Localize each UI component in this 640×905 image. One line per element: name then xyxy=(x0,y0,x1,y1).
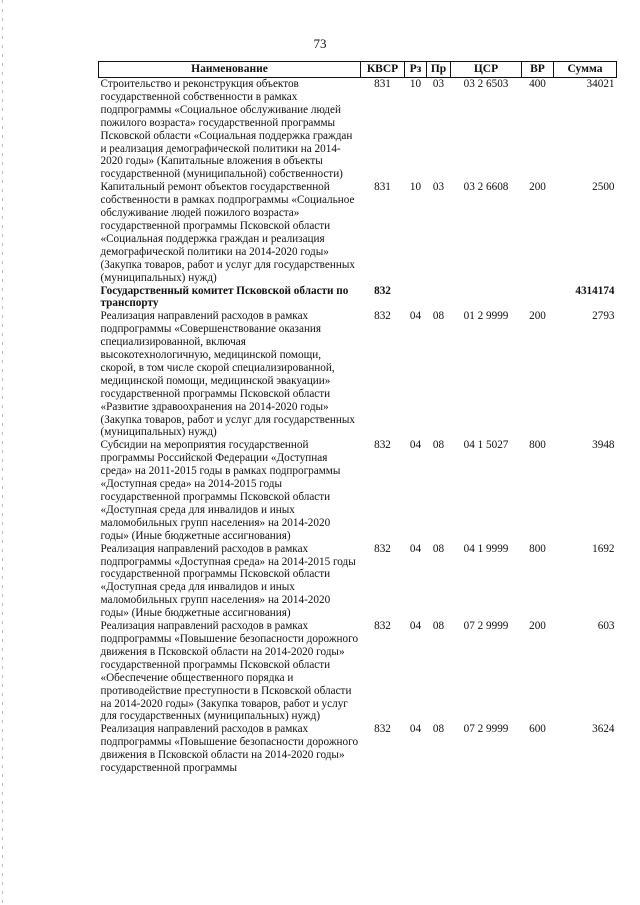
row-sum: 34021 xyxy=(586,78,615,90)
table-row xyxy=(99,543,617,620)
row-pr: 08 xyxy=(432,620,445,633)
row-name: Реализация направлений расходов в рамках подпрограммы «Доступная среда» на 2014-2015 годы государственной программы Псковской области «Доступная среда для инвалидов и иных маломобильных групп населения» на 2014-2020 годы» (Иные бюджетные ассигнования) xyxy=(100,542,356,620)
table-row xyxy=(99,181,617,284)
header-vr: ВР xyxy=(522,62,554,78)
row-kvsr: 831 xyxy=(374,78,391,90)
table-row xyxy=(99,439,617,542)
row-sum: 4314174 xyxy=(575,284,615,297)
header-rz: Рз xyxy=(405,62,427,78)
page-number: 73 xyxy=(313,36,327,51)
row-pr: 08 xyxy=(432,723,445,736)
row-vr xyxy=(522,285,554,311)
row-name: Реализация направлений расходов в рамках подпрограммы «Повышение безопасности дорожного движения в Псковской области на 2014-2020 годы» государственной программы xyxy=(100,723,359,775)
row-pr: 03 xyxy=(432,78,445,90)
row-sum: 2500 xyxy=(592,181,615,194)
row-vr: 400 xyxy=(529,78,546,90)
row-kvsr: 832 xyxy=(374,439,391,452)
header-pr: Пр xyxy=(427,62,451,78)
row-vr: 200 xyxy=(529,181,546,194)
row-csr: 04 1 9999 xyxy=(463,542,509,555)
table-row xyxy=(99,723,617,775)
table-row xyxy=(99,78,617,182)
row-kvsr: 831 xyxy=(374,181,391,194)
row-sum: 1692 xyxy=(592,542,615,555)
row-rz xyxy=(405,285,427,311)
row-name: Строительство и реконструкция объектов государственной собственности в рамках подпрограммы «Социальное обслуживание людей пожилого возраста» государственной программы Псковской области «Социальная поддержка граждан и реализация демографической политики на 2014-2020 годы» (Капитальные вложения в объекты государственной (муниципальной) собственности) xyxy=(100,78,353,181)
row-name: Реализация направлений расходов в рамках подпрограммы «Совершенствование оказания специализированной, включая высокотехнологичную, медицинской помощи, скорой, в том числе скорой специализированной, медицинской помощи, медицинской эвакуации» государственной программы Псковской области «Развитие здравоохранения на 2014-2020 годы» (Закупка товаров, работ и услуг для государственных (муниципальных) нужд) xyxy=(100,310,355,439)
row-kvsr: 832 xyxy=(374,723,391,736)
row-name: Капитальный ремонт объектов государственной собственности в рамках подпрограммы «Социальное обслуживание людей пожилого возраста» государственной программы Псковской области «Социальная поддержка граждан и реализация демографической политики на 2014-2020 годы» (Закупка товаров, работ и услуг для государственных (муниципальных) нужд) xyxy=(100,181,355,284)
header-kvsr: КВСР xyxy=(361,62,405,78)
row-kvsr: 832 xyxy=(374,284,391,297)
row-pr: 03 xyxy=(432,181,445,194)
scan-edge-mark xyxy=(2,0,3,905)
row-pr: 08 xyxy=(432,310,445,323)
row-sum: 2793 xyxy=(592,310,615,323)
row-rz: 04 xyxy=(409,723,422,736)
row-kvsr: 832 xyxy=(374,542,391,555)
row-pr: 08 xyxy=(432,542,445,555)
row-sum: 603 xyxy=(597,620,615,633)
row-vr: 800 xyxy=(529,542,546,555)
row-csr xyxy=(451,285,522,311)
row-rz: 04 xyxy=(409,542,422,555)
row-rz: 10 xyxy=(409,181,422,194)
row-csr: 03 2 6608 xyxy=(463,181,509,194)
row-name: Реализация направлений расходов в рамках подпрограммы «Повышение безопасности дорожного движения в Псковской области на 2014-2020 годы» государственной программы Псковской области «Обеспечение общественного порядка и противодействие преступности в Псковской области на 2014-2020 годы» (Закупка товаров, работ и услуг для государственных (муниципальных) нужд) xyxy=(100,620,359,723)
table-row xyxy=(99,620,617,723)
row-rz: 04 xyxy=(409,620,422,633)
header-name: Наименование xyxy=(99,62,361,78)
row-vr: 200 xyxy=(529,310,546,323)
table-header-row xyxy=(99,62,617,78)
row-vr: 200 xyxy=(529,620,546,633)
row-pr xyxy=(427,285,451,311)
budget-table xyxy=(98,61,617,775)
table-row-department xyxy=(99,285,617,311)
row-vr: 800 xyxy=(529,439,546,452)
table-row xyxy=(99,310,617,439)
row-sum: 3624 xyxy=(592,723,615,736)
row-name: Государственный комитет Псковской области по транспорту xyxy=(100,284,349,310)
header-csr: ЦСР xyxy=(451,62,522,78)
row-rz: 04 xyxy=(409,310,422,323)
row-name: Субсидии на мероприятия государственной программы Российской Федерации «Доступная среда» на 2011-2015 годы в рамках подпрограммы «Доступная среда» на 2014-2015 годы государственной программы Псковской области «Доступная среда для инвалидов и иных маломобильных групп населения» на 2014-2020 годы» (Иные бюджетные ассигнования) xyxy=(100,439,341,542)
row-csr: 04 1 5027 xyxy=(463,439,509,452)
row-vr: 600 xyxy=(529,723,546,736)
row-csr: 07 2 9999 xyxy=(463,620,509,633)
row-kvsr: 832 xyxy=(374,620,391,633)
row-rz: 10 xyxy=(409,78,422,90)
row-rz: 04 xyxy=(409,439,422,452)
row-csr: 01 2 9999 xyxy=(463,310,509,323)
header-sum: Сумма xyxy=(554,62,617,78)
row-sum: 3948 xyxy=(592,439,615,452)
row-csr: 03 2 6503 xyxy=(463,78,509,90)
row-kvsr: 832 xyxy=(374,310,391,323)
row-pr: 08 xyxy=(432,439,445,452)
row-csr: 07 2 9999 xyxy=(463,723,509,736)
